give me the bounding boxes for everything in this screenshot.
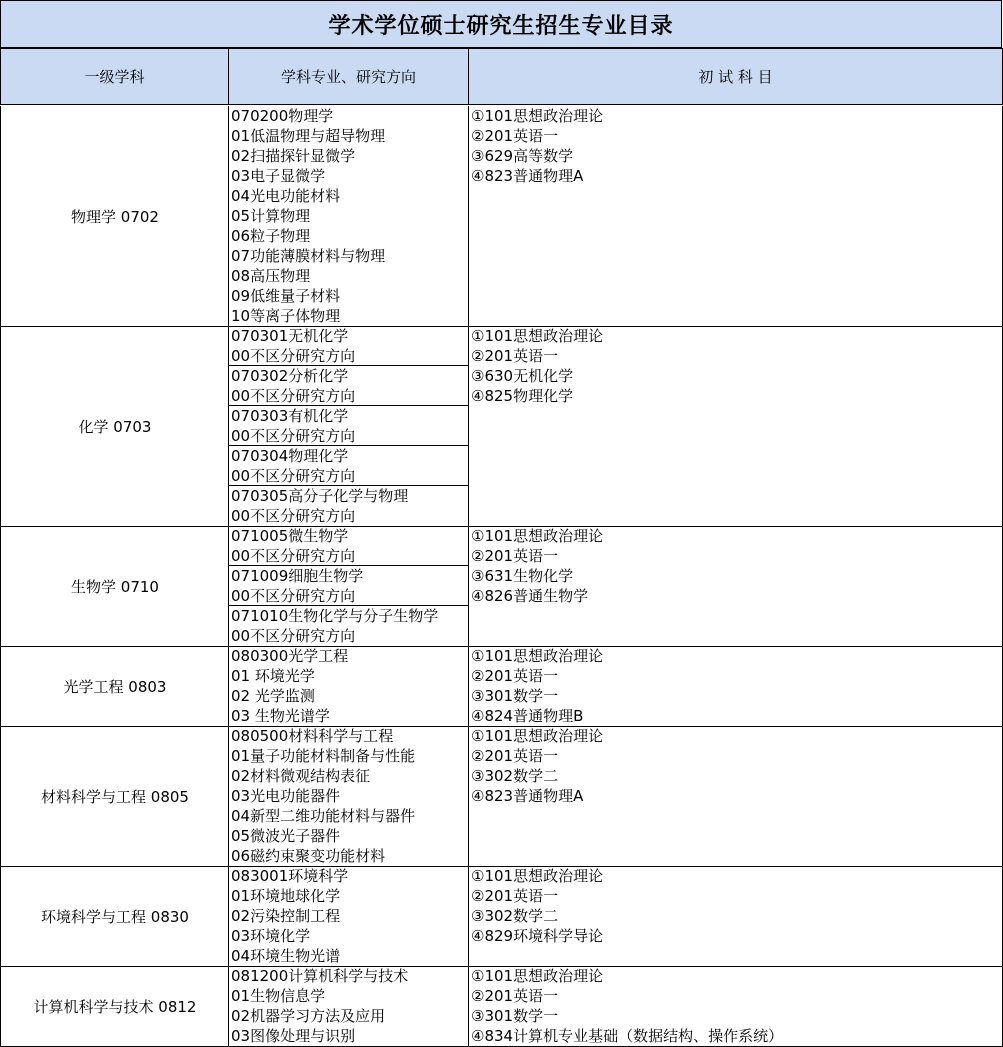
research-direction: 00不区分研究方向 [231, 347, 356, 365]
major-group [229, 866, 469, 966]
major-group [229, 406, 469, 446]
major-group [229, 326, 469, 366]
exam-subjects-cell [468, 866, 1003, 967]
research-direction: 08高压物理 [231, 267, 311, 285]
exam-subjects-cell [468, 966, 1003, 1047]
major-group [229, 646, 469, 726]
discipline-cell: 计算机科学与技术 0812 [0, 966, 229, 1047]
major-code-name: 070302分析化学 [231, 367, 349, 385]
major-code-name: 070305高分子化学与物理 [231, 487, 409, 505]
exam-subject: ④823普通物理A [471, 167, 584, 185]
exam-subject: ③302数学二 [471, 767, 559, 785]
exam-subject: ②201英语一 [471, 887, 559, 905]
major-group [229, 726, 469, 866]
research-direction: 00不区分研究方向 [231, 627, 356, 645]
major-code-name: 080300光学工程 [231, 647, 349, 665]
research-direction: 07功能薄膜材料与物理 [231, 247, 386, 265]
major-code-name: 070303有机化学 [231, 407, 349, 425]
major-group [229, 566, 469, 606]
major-code-name: 070301无机化学 [231, 327, 349, 345]
exam-subject: ②201英语一 [471, 547, 559, 565]
major-code-name: 083001环境科学 [231, 867, 349, 885]
exam-subject: ④834计算机专业基础（数据结构、操作系统） [471, 1027, 784, 1045]
exam-subject: ④829环境科学导论 [471, 927, 604, 945]
research-direction: 03图像处理与识别 [231, 1027, 356, 1045]
exam-subject: ④823普通物理A [471, 787, 584, 805]
exam-subject: ①101思想政治理论 [471, 647, 604, 665]
research-direction: 09低维量子材料 [231, 287, 341, 305]
major-cell [228, 966, 469, 1047]
exam-subject: ①101思想政治理论 [471, 967, 604, 985]
header-exam-subjects: 初 试 科 目 [468, 48, 1003, 105]
exam-subject: ④826普通生物学 [471, 587, 589, 605]
major-group [229, 606, 469, 646]
major-cell [228, 326, 469, 527]
major-code-name: 071009细胞生物学 [231, 567, 364, 585]
major-cell [228, 866, 469, 967]
research-direction: 03光电功能器件 [231, 787, 341, 805]
discipline-cell: 生物学 0710 [0, 526, 229, 647]
research-direction: 02污染控制工程 [231, 907, 341, 925]
research-direction: 10等离子体物理 [231, 307, 341, 325]
major-cell [228, 646, 469, 727]
discipline-cell: 材料科学与工程 0805 [0, 726, 229, 867]
exam-subject: ③629高等数学 [471, 147, 574, 165]
major-code-name: 071010生物化学与分子生物学 [231, 607, 439, 625]
major-code-name: 080500材料科学与工程 [231, 727, 394, 745]
research-direction: 06粒子物理 [231, 227, 311, 245]
research-direction: 01低温物理与超导物理 [231, 127, 386, 145]
research-direction: 01 环境光学 [231, 667, 315, 685]
exam-subjects-cell [468, 106, 1003, 327]
research-direction: 00不区分研究方向 [231, 507, 356, 525]
research-direction: 00不区分研究方向 [231, 547, 356, 565]
major-code-name: 071005微生物学 [231, 527, 349, 545]
exam-subject: ①101思想政治理论 [471, 327, 604, 345]
major-code-name: 081200计算机科学与技术 [231, 967, 409, 985]
research-direction: 05计算物理 [231, 207, 311, 225]
major-cell [228, 526, 469, 647]
research-direction: 02扫描探针显微学 [231, 147, 356, 165]
exam-subject: ③302数学二 [471, 907, 559, 925]
discipline-cell: 环境科学与工程 0830 [0, 866, 229, 967]
research-direction: 00不区分研究方向 [231, 587, 356, 605]
discipline-cell: 物理学 0702 [0, 106, 229, 327]
exam-subjects-cell [468, 646, 1003, 727]
exam-subject: ②201英语一 [471, 747, 559, 765]
exam-subject: ③301数学一 [471, 687, 559, 705]
major-group [229, 446, 469, 486]
exam-subject: ①101思想政治理论 [471, 527, 604, 545]
major-code-name: 070200物理学 [231, 107, 334, 125]
major-group [229, 966, 469, 1046]
major-group [229, 486, 469, 526]
major-group [229, 366, 469, 406]
header-discipline: 一级学科 [0, 48, 229, 105]
research-direction: 03 生物光谱学 [231, 707, 330, 725]
research-direction: 01生物信息学 [231, 987, 326, 1005]
discipline-cell: 光学工程 0803 [0, 646, 229, 727]
exam-subjects-cell [468, 726, 1003, 867]
research-direction: 00不区分研究方向 [231, 467, 356, 485]
exam-subject: ③301数学一 [471, 1007, 559, 1025]
research-direction: 04光电功能材料 [231, 187, 341, 205]
exam-subject: ③631生物化学 [471, 567, 574, 585]
research-direction: 02 光学监测 [231, 687, 315, 705]
major-group [229, 106, 469, 326]
research-direction: 02机器学习方法及应用 [231, 1007, 386, 1025]
major-code-name: 070304物理化学 [231, 447, 349, 465]
header-major-direction: 学科专业、研究方向 [228, 48, 469, 105]
research-direction: 03环境化学 [231, 927, 311, 945]
research-direction: 04新型二维功能材料与器件 [231, 807, 416, 825]
research-direction: 02材料微观结构表征 [231, 767, 371, 785]
research-direction: 01环境地球化学 [231, 887, 341, 905]
table-title: 学术学位硕士研究生招生专业目录 [0, 0, 1002, 48]
major-group [229, 526, 469, 566]
discipline-cell: 化学 0703 [0, 326, 229, 527]
research-direction: 04环境生物光谱 [231, 947, 341, 965]
research-direction: 05微波光子器件 [231, 827, 341, 845]
exam-subject: ②201英语一 [471, 987, 559, 1005]
research-direction: 01量子功能材料制备与性能 [231, 747, 416, 765]
exam-subjects-cell [468, 326, 1003, 527]
research-direction: 03电子显微学 [231, 167, 326, 185]
research-direction: 00不区分研究方向 [231, 427, 356, 445]
major-cell [228, 726, 469, 867]
exam-subject: ④824普通物理B [471, 707, 584, 725]
research-direction: 06磁约束聚变功能材料 [231, 847, 386, 865]
exam-subject: ②201英语一 [471, 667, 559, 685]
exam-subject: ①101思想政治理论 [471, 107, 604, 125]
exam-subject: ④825物理化学 [471, 387, 574, 405]
exam-subject: ③630无机化学 [471, 367, 574, 385]
exam-subject: ②201英语一 [471, 347, 559, 365]
exam-subject: ②201英语一 [471, 127, 559, 145]
exam-subject: ①101思想政治理论 [471, 867, 604, 885]
exam-subject: ①101思想政治理论 [471, 727, 604, 745]
research-direction: 00不区分研究方向 [231, 387, 356, 405]
exam-subjects-cell [468, 526, 1003, 647]
major-cell [228, 106, 469, 327]
